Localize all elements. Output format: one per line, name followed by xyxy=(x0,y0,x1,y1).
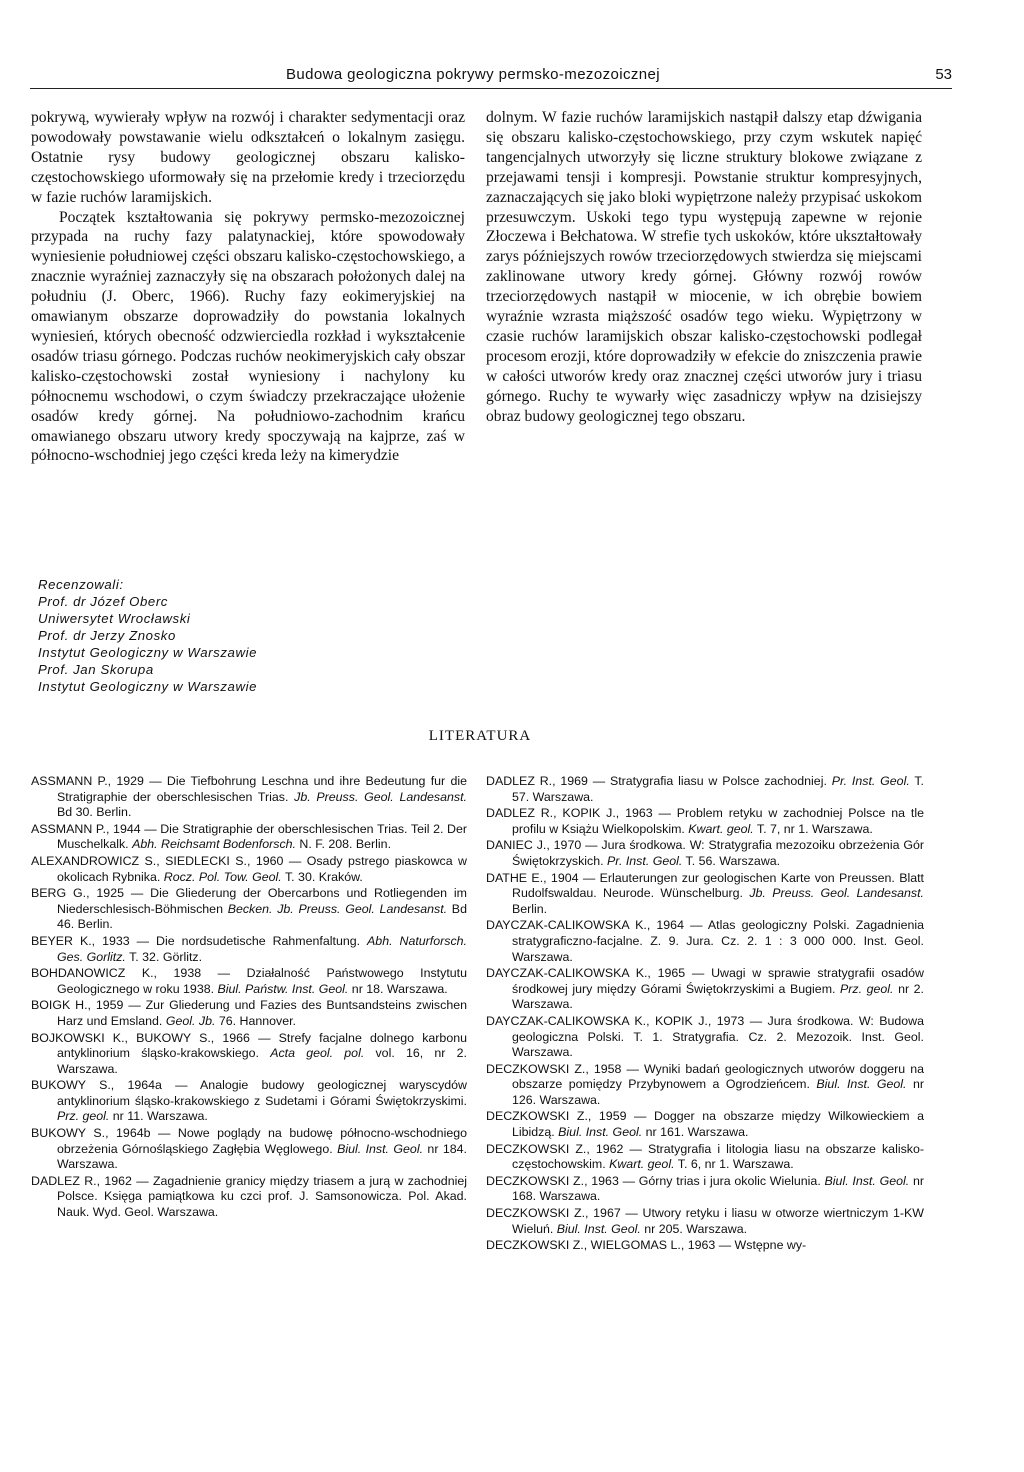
reviewers-line: Uniwersytet Wrocławski xyxy=(38,611,191,626)
reference-journal: Kwart. geol. xyxy=(609,1157,675,1172)
reference-journal: Jb. Preuss. Geol. Landesanst. xyxy=(749,886,924,901)
literature-heading: LITERATURA xyxy=(428,728,532,744)
reference-journal: Biul. Państw. Inst. Geol. xyxy=(217,981,349,996)
reference-entry xyxy=(486,774,924,805)
reference-entry xyxy=(486,806,924,837)
reviewers-line: Instytut Geologiczny w Warszawie xyxy=(38,645,258,660)
paragraph: pokrywą, wywierały wpływ na rozwój i charakter sedymentacji oraz powodowały powstawanie wielu odkształceń o lokalnym zasięgu. Ostatnie rysy budowy geologicznej obszaru kalisko-częstochowskiego uformowały się na przełomie kredy i trzeciorzędu w fazie ruchów laramijskich. xyxy=(31,109,465,206)
reviewers-line: Instytut Geologiczny w Warszawie xyxy=(38,679,258,694)
page-header xyxy=(30,66,952,89)
reference-entry xyxy=(31,1031,467,1078)
reviewers-block xyxy=(38,576,257,695)
references-column-left xyxy=(31,774,467,1222)
reference-tail: vol. 16, nr 2. Warszawa. xyxy=(57,1046,467,1076)
reference-journal: Prz. geol. xyxy=(840,981,894,996)
reference-entry xyxy=(486,918,924,965)
reference-text: DAYCZAK-CALIKOWSKA K., KOPIK J., 1973 — Jura środkowa. W: Budowa geologiczna Polski. T. 1. Stratygrafia. Cz. 2. Mezozoik. Inst. Geol. Warszawa. xyxy=(486,1013,924,1060)
reference-text: DADLEZ R., KOPIK J., 1963 — Problem retyku w zachodniej Polsce na tle profilu w Książu Wielkopolskim. xyxy=(486,806,924,836)
reviewers-line: Recenzowali: xyxy=(38,577,124,592)
reference-tail: Bd 46. Berlin. xyxy=(57,901,467,932)
reference-journal: Geol. Jb. xyxy=(165,1013,216,1028)
reference-tail: nr 161. Warszawa. xyxy=(642,1125,749,1140)
reference-entry xyxy=(486,1174,924,1205)
reference-journal: Pr. Inst. Geol. xyxy=(831,774,910,788)
reference-tail: T. 32. Görlitz. xyxy=(125,949,203,964)
paragraph: dolnym. W fazie ruchów laramijskich nastąpił dalszy etap dźwigania się obszaru kalisko-częstochowskiego, przy czym wskutek napięć tangencjalnych utworzyły się liczne struktury blokowe związane z przejawami tensji i kompresji. Powstanie struktur kompresyjnych, zaznaczających się jako bloki wypiętrzone należy przypisać uskokom przesuwczym. Uskoki tego typu występują zapewne w rejonie Złoczewa i Bełchatowa. W strefie tych uskoków, które ukształtowały zarys późniejszych rowów trzeciorzędowych stwierdza się miejscami zaklinowane utwory kredy górnej. Główny rozwój rowów trzeciorzędowych nastąpił w miocenie, w ich obrębie bowiem wyraźnie wzrasta miąższość osadów tego wieku. Wypiętrzony w czasie ruchów laramijskich obszar kalisko-częstochowski podlegał procesom erozji, które doprowadziły w efekcie do zniszczenia prawie w całości utworów kredy oraz znacznej części utworów jury i triasu górnego. Ruchy te wywarły więc zasadniczy wpływ na dzisiejszy obraz budowy geologicznej tego obszaru. xyxy=(486,109,922,425)
reference-tail: nr 205. Warszawa. xyxy=(640,1221,748,1236)
page-number: 53 xyxy=(935,66,952,83)
reference-journal: Jb. Preuss. Geol. Landesanst. xyxy=(294,789,467,804)
reference-tail: T. 56. Warszawa. xyxy=(682,853,781,868)
reference-entry xyxy=(486,966,924,1013)
reference-journal: Acta geol. pol. xyxy=(270,1046,365,1061)
reference-tail: nr 126. Warszawa. xyxy=(512,1077,924,1107)
reference-journal: Abh. Reichsamt Bodenforsch. xyxy=(132,837,296,852)
reference-tail: Bd 30. Berlin. xyxy=(57,805,132,820)
body-column-right xyxy=(486,108,922,427)
reference-journal: Rocz. Pol. Tow. Geol. xyxy=(163,869,282,884)
reference-entry xyxy=(486,1142,924,1173)
reference-text: DATHE E., 1904 — Erlauterungen zur geologischen Karte von Preussen. Blatt Rudolfswaldau. Neurode. Wünschelburg. xyxy=(486,870,924,901)
reference-entry xyxy=(486,1206,924,1237)
reference-tail: T. 30. Kraków. xyxy=(281,869,363,884)
reference-entry xyxy=(31,774,467,821)
reference-entry xyxy=(486,1062,924,1109)
reference-journal: Biul. Inst. Geol. xyxy=(558,1125,643,1140)
reference-text: DECZKOWSKI Z., 1958 — Wyniki badań geologicznych utworów doggeru na obszarze pomiędzy Przybynowem a Ogrodzieńcem. xyxy=(486,1061,924,1092)
reference-tail: Berlin. xyxy=(512,901,548,916)
reference-entry xyxy=(31,998,467,1029)
reference-text: BUKOWY S., 1964b — Nowe poglądy na budowę północno-wschodniego obrzeżenia Górnośląskiego Zagłębia Węglowego. xyxy=(31,1126,467,1156)
reference-text: DECZKOWSKI Z., WIELGOMAS L., 1963 — Wstępne wy- xyxy=(486,1238,807,1253)
reference-text: DAYCZAK-CALIKOWSKA K., 1965 — Uwagi w sprawie stratygrafii osadów środkowej jury między Górami Świętokrzyskimi a Bugiem. xyxy=(486,966,924,996)
reviewers-line: Prof. dr Jerzy Znosko xyxy=(38,628,176,643)
reference-text: BUKOWY S., 1964a — Analogie budowy geologicznej waryscydów antyklinorium śląsko-krakowskiego z Sudetami i Górami Świętokrzyskimi. xyxy=(31,1078,467,1108)
reference-text: ASSMANN P., 1944 — Die Stratigraphie der oberschlesischen Trias. Teil 2. Der Muschelkalk. xyxy=(31,821,467,852)
reference-text: DECZKOWSKI Z., 1962 — Stratygrafia i litologia liasu na obszarze kalisko-częstochowskim. xyxy=(486,1141,924,1172)
reference-text: DECZKOWSKI Z., 1967 — Utwory retyku i liasu w otworze wiertniczym 1-KW Wieluń. xyxy=(486,1206,924,1236)
reference-journal: Biul. Inst. Geol. xyxy=(816,1077,907,1092)
references-column-right xyxy=(486,774,924,1255)
reference-journal: Abh. Naturforsch. Ges. Gorlitz. xyxy=(57,933,467,964)
reference-entry xyxy=(31,966,467,997)
reference-text: BOHDANOWICZ K., 1938 — Działalność Państwowego Instytutu Geologicznego w roku 1938. xyxy=(31,966,467,996)
reference-tail: T. 57. Warszawa. xyxy=(512,774,924,804)
reference-text: DADLEZ R., 1962 — Zagadnienie granicy między triasem a jurą w zachodniej Polsce. Księga pamiątkowa ku czci prof. J. Samsonowicza. Pol. Akad. Nauk. Wyd. Geol. Warszawa. xyxy=(31,1173,467,1220)
reference-entry xyxy=(486,1109,924,1140)
reference-text: ALEXANDROWICZ S., SIEDLECKI S., 1960 — Osady pstrego piaskowca w okolicach Rybnika. xyxy=(31,853,467,884)
reference-text: BERG G., 1925 — Die Gliederung der Obercarbons und Rotliegenden im Niederschlesisch-Böhmischen xyxy=(31,886,467,916)
reference-tail: T. 7, nr 1. Warszawa. xyxy=(753,821,873,836)
reference-text: DANIEC J., 1970 — Jura środkowa. W: Stratygrafia mezozoiku obrzeżenia Gór Świętokrzyskich. xyxy=(486,838,924,868)
reviewers-line: Prof. dr Józef Oberc xyxy=(38,594,168,609)
reference-entry xyxy=(31,934,467,965)
reference-text: BOIGK H., 1959 — Zur Gliederung und Fazies des Buntsandsteins zwischen Harz und Emsland. xyxy=(31,998,467,1028)
reference-journal: Biul. Inst. Geol. xyxy=(556,1221,641,1236)
body-column-left xyxy=(31,108,465,466)
reference-tail: N. F. 208. Berlin. xyxy=(295,837,392,852)
reference-journal: Becken. Jb. Preuss. Geol. Landesanst. xyxy=(227,901,448,916)
reference-entry xyxy=(31,1078,467,1125)
reference-text: BOJKOWSKI K., BUKOWY S., 1966 — Strefy facjalne dolnego karbonu antyklinorium śląsko-krakowskiego. xyxy=(31,1030,467,1061)
reference-entry xyxy=(31,822,467,853)
reference-journal: Pr. Inst. Geol. xyxy=(607,853,683,868)
reference-entry xyxy=(31,854,467,885)
reference-tail: 76. Hannover. xyxy=(215,1013,296,1028)
reference-text: DAYCZAK-CALIKOWSKA K., 1964 — Atlas geologiczny Polski. Zagadnienia stratygraficzno-facjalne. Z. 9. Jura. Cz. 2. 1 : 3 000 000. Inst. Geol. Warszawa. xyxy=(486,918,924,964)
reference-tail: T. 6, nr 1. Warszawa. xyxy=(674,1157,794,1172)
reference-tail: nr 184. Warszawa. xyxy=(57,1141,467,1172)
reference-entry xyxy=(31,886,467,933)
reference-tail: nr 168. Warszawa. xyxy=(512,1173,924,1204)
reference-tail: nr 2. Warszawa. xyxy=(512,981,924,1012)
reference-text: DADLEZ R., 1969 — Stratygrafia liasu w Polsce zachodniej. xyxy=(486,774,832,788)
reference-entry xyxy=(31,1126,467,1173)
reference-journal: Biul. Inst. Geol. xyxy=(824,1173,910,1188)
reference-text: DECZKOWSKI Z., 1959 — Dogger na obszarze między Wilkowieckiem a Libidzą. xyxy=(486,1109,924,1140)
reference-entry xyxy=(486,838,924,869)
running-title: Budowa geologiczna pokrywy permsko-mezozoicznej xyxy=(286,66,660,83)
reviewers-line: Prof. Jan Skorupa xyxy=(38,662,154,677)
reference-tail: nr 11. Warszawa. xyxy=(109,1109,208,1124)
reference-tail: nr 18. Warszawa. xyxy=(348,981,448,996)
reference-journal: Biul. Inst. Geol. xyxy=(337,1141,424,1156)
reference-text: ASSMANN P., 1929 — Die Tiefbohrung Leschna und ihre Bedeutung fur die Stratigraphie der oberschlesischen Trias. xyxy=(31,774,467,804)
reference-journal: Kwart. geol. xyxy=(688,821,754,836)
reference-text: DECZKOWSKI Z., 1963 — Górny trias i jura okolic Wielunia. xyxy=(486,1173,825,1188)
reference-entry xyxy=(486,1014,924,1061)
reference-text: BEYER K., 1933 — Die nordsudetische Rahmenfaltung. xyxy=(31,933,368,948)
paragraph: Początek kształtowania się pokrywy permsko-mezozoicznej przypada na ruchy fazy palatynackiej, które spowodowały wyniesienie południowej części obszaru kalisko-częstochowskiego, a znacznie wyraźniej zaznaczyły się na obszarach położonych dalej na południu (J. Oberc, 1966). Ruchy fazy eokimeryjskiej na omawianym obszarze doprowadziły do powstania lokalnych wyniesień, których obecność odzwierciedla rozkład i wykształcenie osadów triasu górnego. Podczas ruchów neokimeryjskich cały obszar kalisko-częstochowski został wyniesiony i nachylony ku północnemu wschodowi, o czym świadczy przekraczające ułożenie osadów kredy górnej. Na południowo-zachodnim krańcu omawianego obszaru utwory kredy spoczywają na kajprze, zaś w północno-wschodniej jego części kreda leży na kimerydzie xyxy=(31,208,465,465)
reference-journal: Prz. geol. xyxy=(57,1109,110,1124)
reference-entry xyxy=(486,871,924,918)
reference-entry xyxy=(486,1238,924,1254)
reference-entry xyxy=(31,1174,467,1221)
